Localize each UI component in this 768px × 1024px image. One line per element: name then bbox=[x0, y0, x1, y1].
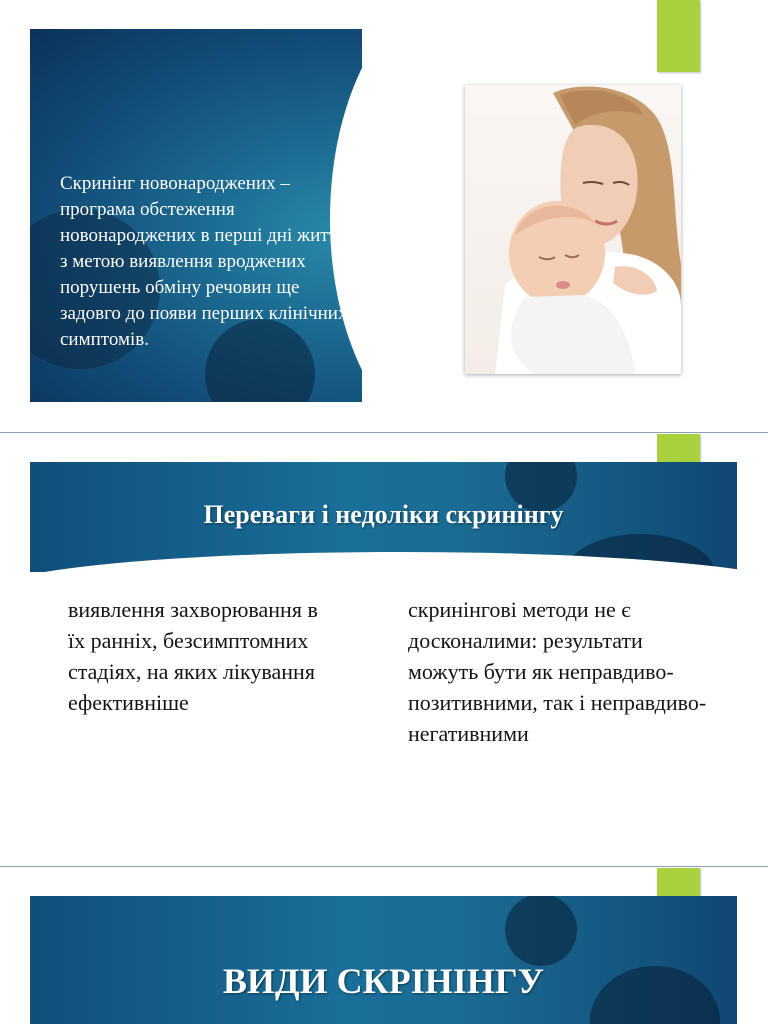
slide-divider bbox=[0, 866, 768, 867]
intro-panel bbox=[30, 29, 362, 402]
disadvantages-text: скринінгові методи не є досконалими: результати можуть бути як неправдиво-позитивними, так і неправдиво- негативними bbox=[408, 597, 707, 746]
intro-text: Скринінг новонароджених – програма обстеження новонароджених в перші дні життя з метою виявлення вроджених порушень обміну речовин ще задовго до появи перших клінічних симптомів. bbox=[60, 173, 348, 350]
slide-divider bbox=[0, 432, 768, 433]
advantages-text: виявлення захворювання в їх ранніх, безсимптомних стадіях, на яких лікування ефективніше bbox=[68, 597, 318, 715]
slide-accent-tab bbox=[657, 0, 700, 72]
photo-illustration bbox=[465, 85, 681, 374]
slide-3 bbox=[0, 868, 768, 1024]
mother-with-newborn-photo bbox=[465, 85, 681, 374]
slide-title: Переваги і недоліки скринінгу bbox=[203, 500, 564, 529]
slide-title: ВИДИ СКРІНІНГУ bbox=[222, 961, 545, 1001]
slide-1 bbox=[0, 0, 768, 432]
slide-2 bbox=[0, 434, 768, 866]
title-banner bbox=[30, 896, 737, 1024]
decor-circle bbox=[505, 896, 577, 966]
title-banner bbox=[30, 462, 737, 572]
